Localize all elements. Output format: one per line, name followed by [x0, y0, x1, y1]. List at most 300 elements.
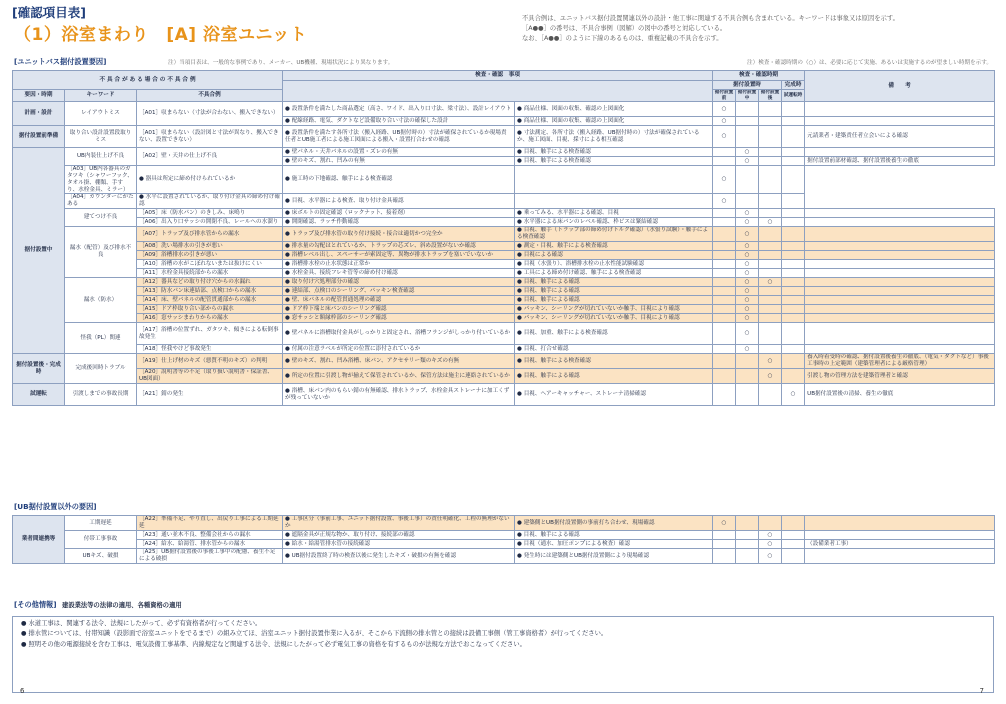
row-check-content: ● 壁パネルに浴槽取付金具がしっかりと固定され、浴槽フランジがしっかり付いているか: [283, 323, 515, 345]
row-remarks: [805, 323, 995, 345]
row-timing-t4: [782, 269, 805, 278]
row-timing-t3: [759, 209, 782, 218]
row-timing-t2: ○: [736, 242, 759, 251]
row-check-method: ● 目視、触手による確認: [515, 369, 713, 384]
table-row: [13, 126, 995, 148]
table-row: [13, 251, 995, 260]
row-check-method: ● 目視、ヘアーキャッチャー、ストレーナ清掃確認: [515, 384, 713, 406]
row-remarks: 養入時着受時の確認、据付設置後養生の徹底、（電気・ダクトなど）事後工事時の上定範囲（建築管理者による厳格管理）: [805, 354, 995, 369]
row-timing-t2: [736, 549, 759, 564]
row-timing-t1: [713, 157, 736, 166]
row-timing-t4: [782, 227, 805, 242]
page-subtitle: （1）浴室まわり [A] 浴室ユニット: [14, 25, 308, 45]
row-remarks: （設備業者工事）: [805, 540, 995, 549]
row-timing-t2: [736, 354, 759, 369]
row-check-method: ● 目視、加重、触手による検査確認: [515, 323, 713, 345]
header-t2: 据付設置中: [736, 90, 759, 102]
row-phase: 試運転: [13, 384, 65, 406]
row-example: ［A18］怪我やけど事故発生: [137, 345, 283, 354]
row-timing-t4: [782, 531, 805, 540]
section-title-other-causes: [UB据付設置以外の要因]: [14, 502, 97, 511]
row-timing-t1: [713, 384, 736, 406]
table-row: [13, 323, 995, 345]
row-timing-t2: [736, 384, 759, 406]
row-timing-t1: ○: [713, 102, 736, 117]
row-keyword: 漏水（防水）: [65, 278, 137, 323]
row-timing-t1: [713, 209, 736, 218]
table-row: [13, 102, 995, 117]
header-keyword: キーワード: [65, 90, 137, 102]
row-timing-t1: [713, 323, 736, 345]
row-remarks: [805, 227, 995, 242]
row-check-content: ● 遮隔金具が正規な物か、取り付け、接続部の確認: [283, 531, 515, 540]
header-note: 不具合例は、ユニットバス据付設置関連以外の設計・他工事に関連する不具合例も含まれている。キーワードは事象又は原因を示す。: [522, 15, 899, 22]
header-notes: [522, 14, 972, 43]
row-check-content: ● 窓サッシと額縁枠部のシーリング確認: [283, 314, 515, 323]
table-row: [13, 260, 995, 269]
row-timing-t1: [713, 278, 736, 287]
row-check-method: ● 目視、触手による確認: [515, 531, 713, 540]
row-check-method: ● 目視、触手による検査確認: [515, 354, 713, 369]
row-check-content: ● 設置条件を満たす各所寸法（搬入経路、UB据付時の）寸法が確保されているか現場責任者とUB施工者による施工図面による搬入・設置打合わせの確認: [283, 126, 515, 148]
row-example: ［A15］ドア枠取り合い部からの漏水: [137, 305, 283, 314]
row-example: ［A22］準備不足、やり直し、出戻り工事による工期延延: [137, 516, 283, 531]
header-t1: 据付設置前: [713, 90, 736, 102]
row-timing-t2: ○: [736, 296, 759, 305]
other-info-title: [14, 601, 182, 610]
table-row: [13, 287, 995, 296]
header-remarks: 備 考: [805, 71, 995, 102]
row-timing-t4: [782, 157, 805, 166]
table-row: [13, 194, 995, 209]
row-timing-t4: [782, 540, 805, 549]
row-timing-t2: [736, 126, 759, 148]
row-check-method: ● 発生時には建築側とUB据付設置側により現場確認: [515, 549, 713, 564]
table-row: [13, 549, 995, 564]
row-keyword: レイアウトミス: [65, 102, 137, 126]
row-timing-t1: [713, 531, 736, 540]
row-example: ［A08］洗い場排水の引きが悪い: [137, 242, 283, 251]
row-timing-t2: ○: [736, 260, 759, 269]
row-timing-t1: [713, 227, 736, 242]
row-remarks: [805, 148, 995, 157]
row-timing-t3: [759, 148, 782, 157]
row-check-method: ● 目視、触手による検査確認: [515, 148, 713, 157]
row-example: ［A11］水栓金具接続部からの漏水: [137, 269, 283, 278]
row-example: ［A09］浴槽排水の引きが悪い: [137, 251, 283, 260]
row-timing-t2: [736, 516, 759, 531]
row-timing-t3: ○: [759, 549, 782, 564]
row-timing-t2: ○: [736, 323, 759, 345]
other-info-heading: [その他情報]: [14, 600, 57, 609]
row-timing-t2: ○: [736, 269, 759, 278]
row-remarks: 据付設置前部材確認、据付設置後養生の徹底: [805, 157, 995, 166]
table-row: [13, 242, 995, 251]
row-phase: 計画・設計: [13, 102, 65, 126]
row-check-content: ● 所定の位置に引渡し物が揃えて保管されているか、保管方法は施主に連絡されているか: [283, 369, 515, 384]
other-info-item: ● 排水管については、付帯知識（設影面で浴室ユニットをでるまで）の組み立てほ、浴室ユニット据付設置作業に入るが、そこから下流側の排水管との接続は設備工事側（管工事資格者）が行ってください。: [21, 630, 608, 638]
row-timing-t2: [736, 369, 759, 384]
row-timing-t1: ○: [713, 117, 736, 126]
header-install-group: 据付設置時: [713, 81, 782, 90]
row-check-method: ● 目視、水平器による検査、取り付け金具確認: [283, 194, 515, 209]
row-remarks: [805, 278, 995, 287]
row-check-method: ● 乗ってみる、水平器による確認、目視: [515, 209, 713, 218]
row-timing-t2: ○: [736, 305, 759, 314]
table-row: [13, 354, 995, 369]
row-keyword: 怪我（PL）関連: [65, 323, 137, 354]
row-timing-t1: [713, 260, 736, 269]
row-remarks: [782, 166, 805, 194]
table-row: [13, 531, 995, 540]
row-remarks: [805, 269, 995, 278]
row-timing-t1: [713, 251, 736, 260]
table-row: [13, 516, 995, 531]
row-timing-t4: [782, 209, 805, 218]
row-check-method: ● 目視（水張り）、浴槽排水栓の止水性能試験確認: [515, 260, 713, 269]
row-example: ［A02］壁・天井の仕上げ不良: [137, 148, 283, 166]
row-timing-t2: ○: [736, 157, 759, 166]
row-timing-t4: [782, 354, 805, 369]
row-timing-t4: [782, 102, 805, 117]
section-note-left: 注）当項目表は、一般的な事例であり、メーカー、UB機種、現場状況により異なります。: [168, 60, 394, 66]
header-note: なお、［A●●］のように下線のあるものは、重複記載の不具合を示す。: [522, 34, 723, 42]
other-info-box: [12, 616, 994, 693]
row-timing-t1: [713, 218, 736, 227]
row-timing-t2: [736, 117, 759, 126]
row-timing-t4: [782, 345, 805, 354]
row-check-method: ● 目視による確認: [515, 251, 713, 260]
row-timing-t4: [782, 148, 805, 157]
table-row: [13, 305, 995, 314]
row-example: ［A01］収まらない（寸法が合わない、搬入できない）: [137, 102, 283, 126]
row-timing-t2: [736, 540, 759, 549]
row-timing-t2: ○: [736, 345, 759, 354]
row-timing-t3: [759, 117, 782, 126]
table-row: [13, 296, 995, 305]
other-info-item: ● 水道工事は、関連する法令、法規にしたがって、必ず有資格者が行ってください。: [21, 620, 262, 627]
table-row: [13, 314, 995, 323]
row-timing-t4: [782, 549, 805, 564]
row-remarks: [805, 314, 995, 323]
row-check-content: ● 水平に設置されているか、取り付け金具の締め付け確認: [137, 194, 283, 209]
row-timing-t4: [782, 278, 805, 287]
page-number-right: 7: [979, 687, 984, 695]
row-check-content: ● 設置条件を満たした商品選定（高さ、ワイド、出入り口寸法、梁寸法）、設計レイアウト: [283, 102, 515, 117]
row-timing-t4: [782, 305, 805, 314]
table-row: [13, 369, 995, 384]
row-remarks: [805, 117, 995, 126]
row-timing-t1: [713, 345, 736, 354]
row-timing-t4: [782, 369, 805, 384]
row-phase: 据付設置前準備: [13, 126, 65, 148]
table-row: [13, 540, 995, 549]
row-timing-t3: [759, 296, 782, 305]
row-timing-t3: [759, 260, 782, 269]
row-remarks: [805, 102, 995, 117]
row-timing-t4: [759, 194, 782, 209]
row-check-method: ● 目視、触手による検査確認: [515, 157, 713, 166]
row-remarks: [805, 516, 995, 531]
row-timing-t4: ○: [782, 384, 805, 406]
row-timing-t1: [713, 287, 736, 296]
row-keyword: 工期遅延: [65, 516, 137, 531]
row-timing-t3: [759, 102, 782, 117]
row-check-content: ● 壁、床パネルの配管貫通処理の確認: [283, 296, 515, 305]
row-timing-t4: [782, 314, 805, 323]
row-check-content: ● ドア枠下端と床パンのシーリング確認: [283, 305, 515, 314]
row-example: ［A25］UB据付設置後の事後工事中の配慮、養生不足による破損: [137, 549, 283, 564]
row-timing-t3: ○: [759, 369, 782, 384]
row-example: ［A17］浴槽の位置ずれ、ガタツキ、傾きによる転倒事故発生: [137, 323, 283, 345]
row-timing-t3: [759, 227, 782, 242]
row-keyword: UBキズ、破損: [65, 549, 137, 564]
row-check-content: ● 浴槽排水栓の止水状態は正常か: [283, 260, 515, 269]
row-timing-t2: [736, 102, 759, 117]
table-row: [13, 218, 995, 227]
row-timing-t3: [759, 314, 782, 323]
row-timing-t1: [713, 269, 736, 278]
row-check-content: ● 器具は所定に締め付けられているか: [137, 166, 283, 194]
row-timing-t4: [782, 242, 805, 251]
check-table-other: [12, 515, 995, 564]
row-check-content: ● UB据付設置終了時の検査以後に発生したキズ・破損の有無を確認: [283, 549, 515, 564]
row-timing-t4: [782, 516, 805, 531]
row-timing-t4: [782, 323, 805, 345]
row-timing-t4: [782, 251, 805, 260]
row-timing-t2: ○: [736, 287, 759, 296]
row-check-content: ● 配線経路、電気、ダクトなど設備取り合い寸法の確保した設計: [283, 117, 515, 126]
row-remarks: UB据付設置後の清掃、養生の徹底: [805, 384, 995, 406]
row-remarks: [805, 218, 995, 227]
row-timing-t1: [713, 242, 736, 251]
row-example: ［A14］床、壁パネルの配管貫通部からの漏水: [137, 296, 283, 305]
row-remarks: [805, 345, 995, 354]
row-example: ［A01］収まらない（設計図と寸法が異なり、搬入できない、設置できない）: [137, 126, 283, 148]
row-timing-t4: [782, 126, 805, 148]
row-timing-t4: [782, 287, 805, 296]
row-timing-t3: [759, 287, 782, 296]
row-timing-t3: ○: [759, 218, 782, 227]
header-timing-group: 検査・確認時期: [713, 71, 805, 81]
row-keyword: 付帯工事事故: [65, 531, 137, 549]
row-remarks: 元請業者・建築責任者立会いによる確認: [805, 126, 995, 148]
header-completion-group: 完成時: [782, 81, 805, 90]
table-row: [13, 148, 995, 157]
row-check-method: ● 目視（通水、加圧ポンプによる検査）確認: [515, 540, 713, 549]
row-check-content: ● 給水・給湯管排水管の接続確認: [283, 540, 515, 549]
row-example: ［A12］器具などの取り付け穴からの水漏れ: [137, 278, 283, 287]
row-remarks: [805, 260, 995, 269]
row-check-method: ● 目視、触手による確認: [515, 278, 713, 287]
row-check-method: ● 目視、打合せ確認: [515, 345, 713, 354]
row-keyword: 建てつけ不良: [65, 209, 137, 227]
row-check-content: ● 開閉確認、ラッチ作動確認: [283, 218, 515, 227]
row-timing-t3: [759, 516, 782, 531]
row-check-content: ● 取り付け穴処理部分の確認: [283, 278, 515, 287]
row-timing-t3: [759, 126, 782, 148]
section-note-right: 注）検査・確認時期の（○）は、必要に応じて実施、あるいは実施するのが望ましい時期を示す。: [747, 60, 992, 66]
row-timing-t2: ○: [736, 148, 759, 157]
row-timing-t1: [713, 549, 736, 564]
row-example: ［A10］浴槽の水がこぼれないまたは抜けにくい: [137, 260, 283, 269]
table-row: [13, 209, 995, 218]
row-remarks: [805, 251, 995, 260]
row-check-method: ● 測定・目視、触手による検査確認: [515, 242, 713, 251]
row-timing-t3: [736, 166, 759, 194]
row-remarks: [805, 296, 995, 305]
row-timing-t2: [736, 531, 759, 540]
row-check-content: ● 排水量の勾配はとれているか、トラップの芯ズレ、斜め設置がないか確認: [283, 242, 515, 251]
row-timing-t2: ○: [736, 278, 759, 287]
row-keyword: 漏水（配管）及び排水不良: [65, 227, 137, 278]
row-check-method: ● 工具による締め付け確認、触手による検査確認: [515, 269, 713, 278]
row-remarks: [805, 209, 995, 218]
row-remarks: [782, 194, 805, 209]
row-timing-t3: [759, 242, 782, 251]
row-remarks: 引渡し物の管理方法を建築管理者と確認: [805, 369, 995, 384]
row-check-method: ● 商品仕様、図面の収集、確認の上図面化: [515, 117, 713, 126]
row-check-content: ● 工事区分（事前工事、ユニット据付設置、事後工事）の責任明確化、工程の無理がないか: [283, 516, 515, 531]
row-timing-t2: ○: [736, 218, 759, 227]
row-check-method: ● 目視、触手による確認: [515, 296, 713, 305]
row-timing-t3: [759, 345, 782, 354]
row-check-method: ● 水平器による床パンのレベル確認、枠ビスは緊結確認: [515, 218, 713, 227]
row-example: ［A07］トラップ及び排水管からの漏水: [137, 227, 283, 242]
header-example: 不具合例: [137, 90, 283, 102]
row-timing-t1: [713, 148, 736, 157]
section-title-ub: [ユニットバス据付設置要因]: [14, 57, 107, 66]
row-timing-t3: [759, 251, 782, 260]
row-timing-t3: [759, 323, 782, 345]
row-check-method: ● パッキン、シーリングが切れていないか触手、目視により確認: [515, 305, 713, 314]
other-info-subtitle: 建設業法等の法律の適用、各種資格の適用: [62, 602, 182, 609]
row-example: ［A19］仕上げ材のキズ（悪質不明のキズ）の判明: [137, 354, 283, 369]
other-info-item: ● 照明その他の電源接続を含む工事は、電気設備工事基準、内線規定など関連する法令、法規にしたがって必ず電気工事の資格を有するものが法規な方法でおこなってください。: [21, 640, 526, 648]
header-check-content-spacer: [283, 81, 713, 102]
row-timing-t2: ○: [713, 166, 736, 194]
row-check-content: ● 壁のキズ、割れ、凹みの有無: [283, 157, 515, 166]
row-example: ［A16］窓サッシまわりからの漏水: [137, 314, 283, 323]
row-check-method: ● 寸法測定、各所寸法（搬入経路、UB据付時の）寸法が確保されているか、施工図面、目視、採寸による相互確認: [515, 126, 713, 148]
row-check-content: ● 浴槽、床パン内のもらい錆の有無確認、排水トラップ、水栓金具ストレーナに加工くずが残っていないか: [283, 384, 515, 406]
header-t3: 据付設置後: [759, 90, 782, 102]
row-example: ［A21］錆の発生: [137, 384, 283, 406]
row-timing-t1: ○: [713, 516, 736, 531]
row-check-method: ● 施工時の下地確認、触手による検査確認: [283, 166, 515, 194]
row-timing-t1: [713, 540, 736, 549]
row-timing-t4: [782, 117, 805, 126]
row-check-content: ● 床ボルトの固定確認（ロックナット、接着剤）: [283, 209, 515, 218]
row-timing-t1: [515, 194, 713, 209]
row-timing-t4: [782, 218, 805, 227]
row-check-method: ● 商品仕様、図面の収集、確認の上図面化: [515, 102, 713, 117]
row-check-content: ● 壁パネル・天井パネルの設置・ズレの有無: [283, 148, 515, 157]
row-check-content: ● 付属の注意ラベルが所定の位置に添付されているか: [283, 345, 515, 354]
row-timing-t1: ○: [713, 126, 736, 148]
header-fault-group: 不 具 合 が あ る 場 合 の 不 具 合 例: [13, 71, 283, 90]
row-keyword: UB内装仕上げ不良: [65, 148, 137, 166]
row-timing-t2: ○: [713, 194, 736, 209]
check-table-ub: [12, 70, 995, 406]
row-timing-t2: ○: [736, 314, 759, 323]
row-check-content: ● 浴槽レベル出し、スペーサーが索固定等、異物が排水トラップを塞いでいないか: [283, 251, 515, 260]
row-example: ［A13］防水パン床連結部、点検口からの漏水: [137, 287, 283, 296]
row-timing-t1: [515, 166, 713, 194]
row-check-method: ● パッキン、シーリングが切れていないか触手、目視により確認: [515, 314, 713, 323]
row-check-method: ● 目視、触手（トラップ部の締め付けトルク確認）（水張り試験）・触手による検査確認: [515, 227, 713, 242]
row-remarks: [805, 549, 995, 564]
row-example: ［A24］給水、給湯管、排水管からの漏水: [137, 540, 283, 549]
row-keyword: 引渡しまでの事故長期: [65, 384, 137, 406]
row-timing-t3: ○: [759, 540, 782, 549]
table-row: [13, 345, 995, 354]
row-timing-t3: [759, 305, 782, 314]
row-timing-t1: [713, 296, 736, 305]
row-example: ［A04］カウンターにがたある: [65, 194, 137, 209]
header-note: ［A●●］の番号は、不具合事例（図解）の図中の番号と対応している。: [522, 24, 727, 32]
table-row: [13, 384, 995, 406]
row-timing-t2: ○: [736, 251, 759, 260]
row-timing-t3: [759, 384, 782, 406]
row-check-method: ● 建築側とUB据付設置側の事前打ち合わせ、現場確認: [515, 516, 713, 531]
row-example: ［A06］出入り口サッシの開閉不良、レールへの水溜り: [137, 218, 283, 227]
header-phase: 要因・時期: [13, 90, 65, 102]
row-remarks: [805, 242, 995, 251]
row-example: ［A03］UB内各器具のガタツキ（シャワーフック、タオル掛、棚類、手すり、水栓金具、ミラー）: [65, 166, 137, 194]
row-timing-t1: [713, 314, 736, 323]
row-timing-t3: [759, 157, 782, 166]
table-row: [13, 269, 995, 278]
row-timing-t3: ○: [759, 278, 782, 287]
row-phase: 業者間連携等: [13, 516, 65, 564]
page-number-left: 6: [20, 687, 25, 695]
table-row: [13, 166, 995, 194]
table-row: [13, 278, 995, 287]
row-check-method: ● 目視、触手による確認: [515, 287, 713, 296]
row-remarks: [805, 531, 995, 540]
row-keyword: 取り合い設計設置段取りミス: [65, 126, 137, 148]
row-remarks: [805, 287, 995, 296]
row-timing-t1: [713, 305, 736, 314]
row-timing-t1: [713, 354, 736, 369]
row-timing-t1: [713, 369, 736, 384]
row-keyword: 完成後回時トラブル: [65, 354, 137, 384]
row-check-content: ● 水栓金具、接続フレキ管等の締め付け確認: [283, 269, 515, 278]
row-timing-t2: ○: [736, 227, 759, 242]
row-timing-t3: ○: [759, 354, 782, 369]
row-check-content: ● 連結部、点検口のシーリング、パッキン検査確認: [283, 287, 515, 296]
row-timing-t4: [759, 166, 782, 194]
header-check-group: 検査・確認 事項: [283, 71, 713, 81]
row-timing-t3: [759, 269, 782, 278]
row-timing-t3: ○: [759, 531, 782, 540]
page-title: [確認項目表]: [12, 5, 86, 20]
table-row: [13, 227, 995, 242]
row-example: ［A05］床（防水パン）のきしみ、床鳴り: [137, 209, 283, 218]
row-example: ［A20］説明書等の不足（取り扱い説明書・保証書、UB図面）: [137, 369, 283, 384]
row-timing-t2: ○: [736, 209, 759, 218]
row-timing-t4: [782, 260, 805, 269]
row-remarks: [805, 305, 995, 314]
row-check-content: ● トラップ及び排水管の取り付け接続・接合は適切かつ完全か: [283, 227, 515, 242]
header-t4: 試運転時: [782, 90, 805, 102]
row-phase: 据付設置後・完成時: [13, 354, 65, 384]
row-example: ［A23］通い並木不良、整備会社からの漏水: [137, 531, 283, 540]
row-timing-t3: [736, 194, 759, 209]
row-check-content: ● 壁のキズ、割れ、凹み浴槽、床パン、アクセサリー類のキズの有無: [283, 354, 515, 369]
row-timing-t4: [782, 296, 805, 305]
